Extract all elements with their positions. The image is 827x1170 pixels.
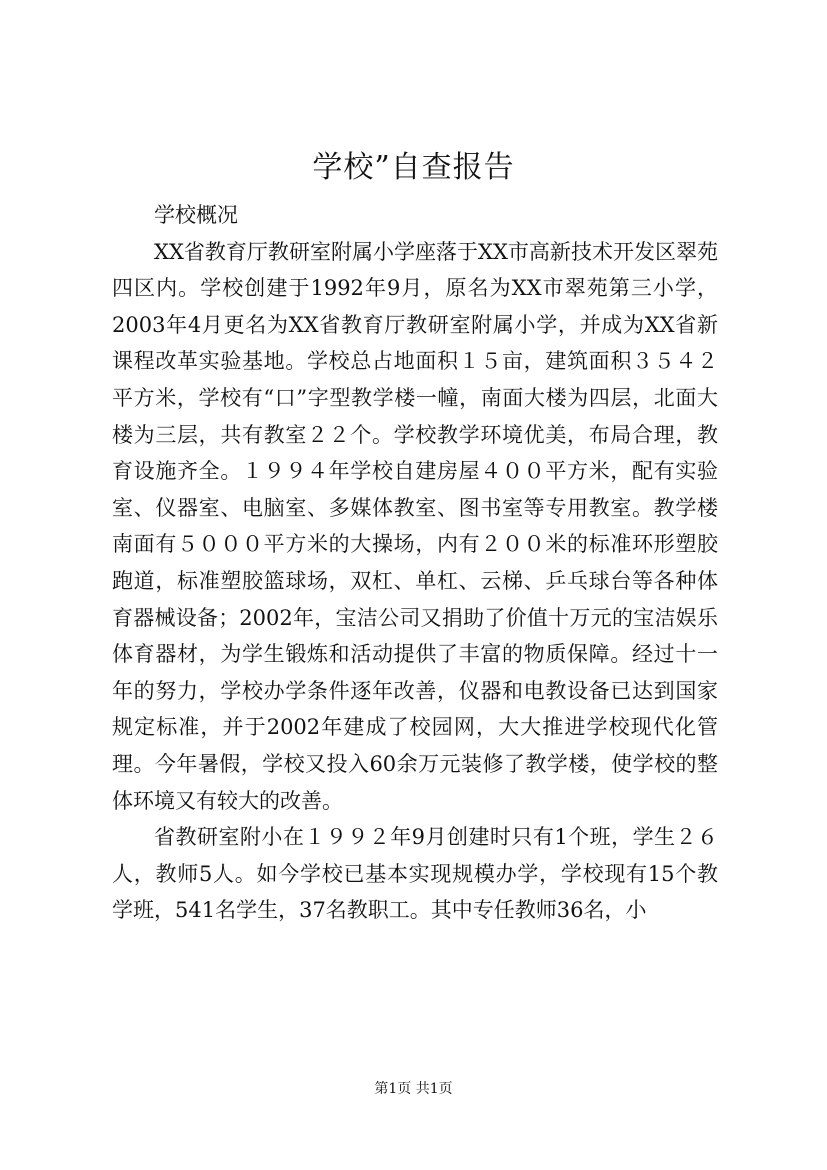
- paragraph-school-history: 省教研室附小在１９９２年9月创建时只有1个班，学生２６人，教师5人。如今学校已基本实现规模办学，学校现有15个教学班，541名学生，37名教职工。其中专任教师36名，小: [112, 825, 718, 923]
- document-body: [112, 197, 718, 929]
- document-title: 学校”自查报告: [312, 150, 515, 185]
- section-heading: 学校概况: [154, 203, 238, 227]
- paragraph-school-overview: XX省教育厅教研室附属小学座落于XX市高新技术开发区翠苑四区内。学校创建于1992年9月，原名为XX市翠苑第三小学，2003年4月更名为XX省教育厅教研室附属小学，并成为XX省新课程改革实验基地。学校总占地面积１５亩，建筑面积３５４２平方米，学校有“口”字型教学楼一幢，南面大楼为四层，北面大楼为三层，共有教室２２个。学校教学环境优美，布局合理，教育设施齐全。１９９４年学校自建房屋４００平方米，配有实验室、仪器室、电脑室、多媒体教室、图书室等专用教室。教学楼南面有５０００平方米的大操场，内有２００米的标准环形塑胶跑道，标准塑胶篮球场，双杠、单杠、云梯、乒乓球台等各种体育器械设备；2002年，宝洁公司又捐助了价值十万元的宝洁娱乐体育器材，为学生锻炼和活动提供了丰富的物质保障。经过十一年的努力，学校办学条件逐年改善，仪器和电教设备已达到国家规定标准，并于2002年建成了校园网，大大推进学校现代化管理。今年暑假，学校又投入60余万元装修了教学楼，使学校的整体环境又有较大的改善。: [112, 239, 718, 813]
- page-footer: 第1页 共1页: [374, 1081, 453, 1097]
